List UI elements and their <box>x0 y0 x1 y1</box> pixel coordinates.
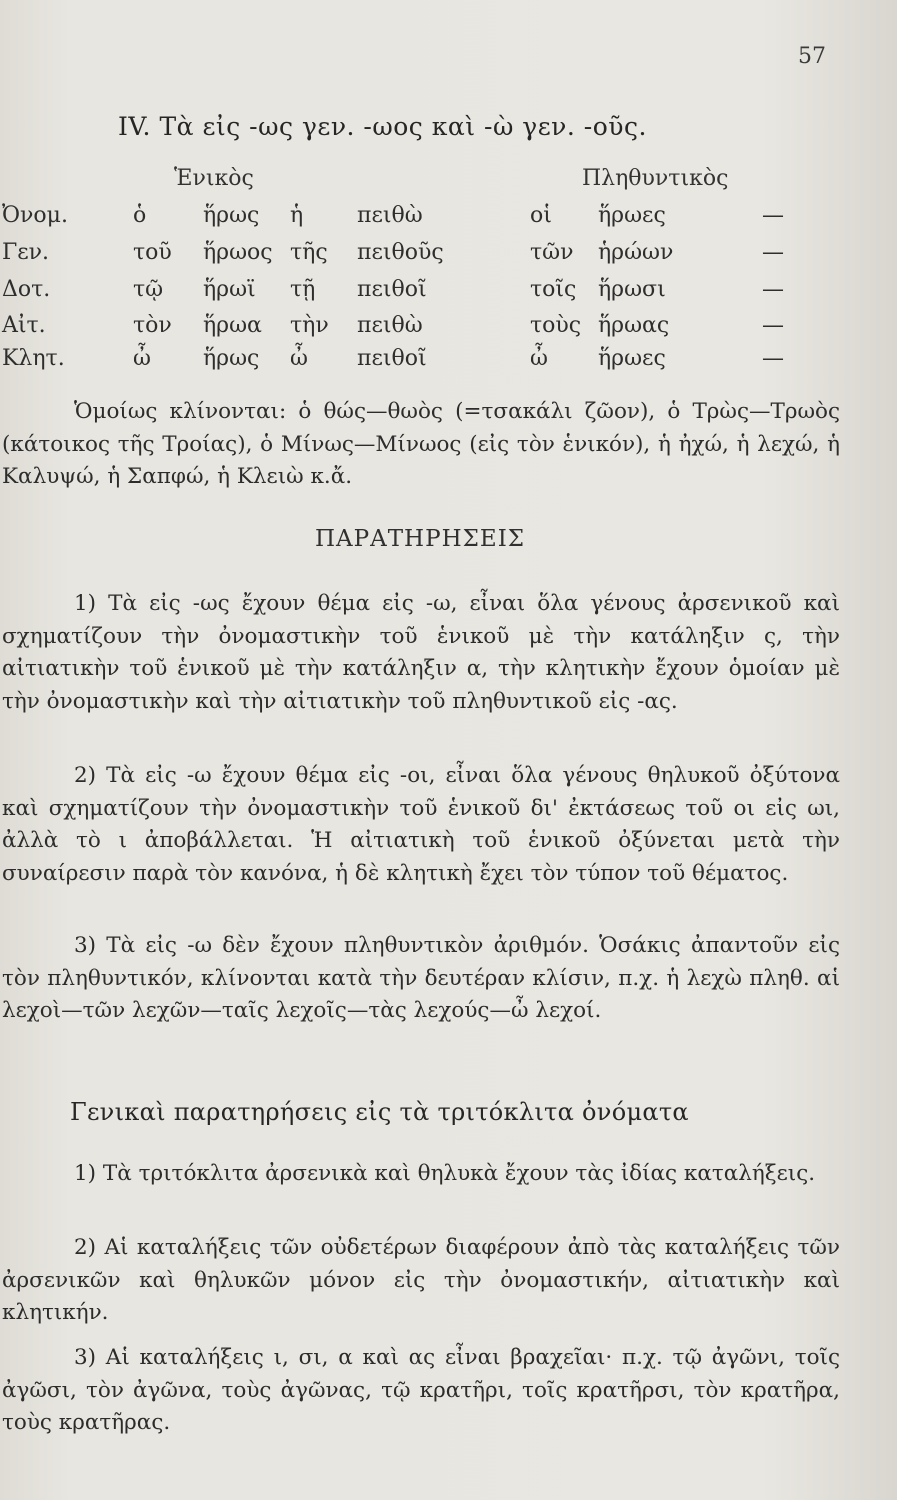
word-masc: ἥρωος <box>203 240 273 265</box>
plural-word: ἡρώων <box>598 240 674 265</box>
plural-fem-dash: — <box>762 313 784 338</box>
plural-article: τοὺς <box>530 313 582 338</box>
word-fem: πειθοῖ <box>357 277 427 302</box>
general-observations-heading: Γενικαὶ παρατηρήσεις εἰς τὰ τριτόκλιτα ὀνόματα <box>70 1098 689 1126</box>
article-fem: ἡ <box>290 203 304 228</box>
observation-1 <box>2 588 840 718</box>
general-observation-1 <box>2 1158 840 1191</box>
plural-fem-dash: — <box>762 203 784 228</box>
general-observation-3 <box>2 1342 840 1440</box>
observation-1-text: 1) Τὰ εἰς -ως ἔχουν θέμα εἰς -ω, εἶναι ὅλα γένους ἀρσενικοῦ καὶ σχηματίζουν τὴν ὀνομαστικὴν τοῦ ἑνικοῦ μὲ τὴν κατάληξιν ς, τὴν αἰτιατικὴν τοῦ ἑνικοῦ μὲ τὴν κατάληξιν α, τὴν κλητικὴν ἔχουν ὁμοίαν μὲ τὴν ὀνομαστικὴν καὶ τὴν αἰτιατικὴν τοῦ πληθυντικοῦ εἰς -ας. <box>2 591 840 714</box>
general-observation-2-text: 2) Αἱ καταλήξεις τῶν οὐδετέρων διαφέρουν ἀπὸ τὰς καταλήξεις τῶν ἀρσενικῶν καὶ θηλυκῶν μόνον εἰς τὴν ὀνομαστικήν, αἰτιατικὴν καὶ κλητικήν. <box>2 1235 840 1325</box>
similar-words-text: Ὁμοίως κλίνονται: ὁ θώς—θωὸς (=τσακάλι ζῶον), ὁ Τρὼς—Τρωὸς (κάτοικος τῆς Τροίας), ὁ Μίνως—Μίνωος (εἰς τὸν ἑνικόν), ἡ ἠχώ, ἡ λεχώ, ἡ Καλυψώ, ἡ Σαπφώ, ἡ Κλειὼ κ.ἄ. <box>2 399 840 489</box>
case-label: Αἰτ. <box>2 313 46 338</box>
declension-row-dative <box>0 277 897 309</box>
plural-word: ἥρωσι <box>598 277 666 302</box>
plural-article: οἱ <box>530 203 552 228</box>
case-label: Γεν. <box>2 240 50 265</box>
article-masc: τῷ <box>133 277 164 302</box>
article-masc: ὁ <box>133 203 147 228</box>
word-fem: πειθὼ <box>357 203 423 228</box>
observations-heading: ΠΑΡΑΤΗΡΗΣΕΙΣ <box>314 526 526 552</box>
word-masc: ἥρωα <box>203 313 262 338</box>
plural-fem-dash: — <box>762 240 784 265</box>
declension-row-nominative <box>0 203 897 235</box>
similar-words-paragraph <box>2 396 840 494</box>
word-fem: πειθοῖ <box>357 346 427 371</box>
singular-header: Ἑνικὸς <box>174 166 254 191</box>
word-masc: ἥρως <box>203 346 260 371</box>
observation-3-text: 3) Τὰ εἰς -ω δὲν ἔχουν πληθυντικὸν ἀριθμόν. Ὁσάκις ἀπαντοῦν εἰς τὸν πληθυντικόν, κλίνονται κατὰ τὴν δευτέραν κλίσιν, π.χ. ἡ λεχὼ πληθ. αἱ λεχοὶ—τῶν λεχῶν—ταῖς λεχοῖς—τὰς λεχούς—ὦ λεχοί. <box>2 933 840 1023</box>
observation-2 <box>2 760 840 890</box>
case-label: Ὀνομ. <box>2 203 68 228</box>
general-observation-2 <box>2 1232 840 1330</box>
article-fem: τὴν <box>290 313 329 338</box>
plural-article: τῶν <box>530 240 574 265</box>
word-masc: ἥρωϊ <box>203 277 256 302</box>
observation-2-text: 2) Τὰ εἰς -ω ἔχουν θέμα εἰς -οι, εἶναι ὅλα γένους θηλυκοῦ ὀξύτονα καὶ σχηματίζουν τὴν ὀνομαστικὴν τοῦ ἑνικοῦ δι' ἐκτάσεως τοῦ οι εἰς ωι, ἀλλὰ τὸ ι ἀποβάλλεται. Ἡ αἰτιατικὴ τοῦ ἑνικοῦ ὀξύνεται μετὰ τὴν συναίρεσιν παρὰ τὸν κανόνα, ἡ δὲ κλητικὴ ἔχει τὸν τύπον τοῦ θέματος. <box>2 763 840 886</box>
plural-fem-dash: — <box>762 277 784 302</box>
plural-fem-dash: — <box>762 346 784 371</box>
plural-word: ἥρωες <box>598 203 666 228</box>
article-fem: τῇ <box>290 277 316 302</box>
article-masc: τὸν <box>133 313 172 338</box>
article-fem: ὦ <box>290 346 308 371</box>
case-label: Δοτ. <box>2 277 51 302</box>
plural-article: ὦ <box>530 346 548 371</box>
general-observation-1-text: 1) Τὰ τριτόκλιτα ἀρσενικὰ καὶ θηλυκὰ ἔχουν τὰς ἰδίας καταλήξεις. <box>74 1161 816 1186</box>
word-masc: ἥρως <box>203 203 260 228</box>
declension-row-genitive <box>0 240 897 272</box>
plural-word: ἥρωας <box>598 313 670 338</box>
word-fem: πειθὼ <box>357 313 423 338</box>
declension-row-accusative <box>0 313 897 345</box>
plural-word: ἥρωες <box>598 346 666 371</box>
page-number: 57 <box>798 44 826 69</box>
case-label: Κλητ. <box>2 346 65 371</box>
article-fem: τῆς <box>290 240 328 265</box>
plural-header: Πληθυντικὸς <box>582 166 729 191</box>
article-masc: τοῦ <box>133 240 172 265</box>
plural-article: τοῖς <box>530 277 577 302</box>
observation-3 <box>2 930 840 1028</box>
general-observation-3-text: 3) Αἱ καταλήξεις ι, σι, α καὶ ας εἶναι βραχεῖαι· π.χ. τῷ ἀγῶνι, τοῖς ἀγῶσι, τὸν ἀγῶνα, τοὺς ἀγῶνας, τῷ κρατῆρι, τοῖς κρατῆρσι, τὸν κρατῆρα, τοὺς κρατῆρας. <box>2 1345 840 1435</box>
declension-row-vocative <box>0 346 897 378</box>
word-fem: πειθοῦς <box>357 240 444 265</box>
section-title: IV. Τὰ εἰς -ως γεν. -ωος καὶ -ὼ γεν. -οῦς. <box>118 112 647 141</box>
article-masc: ὦ <box>133 346 151 371</box>
